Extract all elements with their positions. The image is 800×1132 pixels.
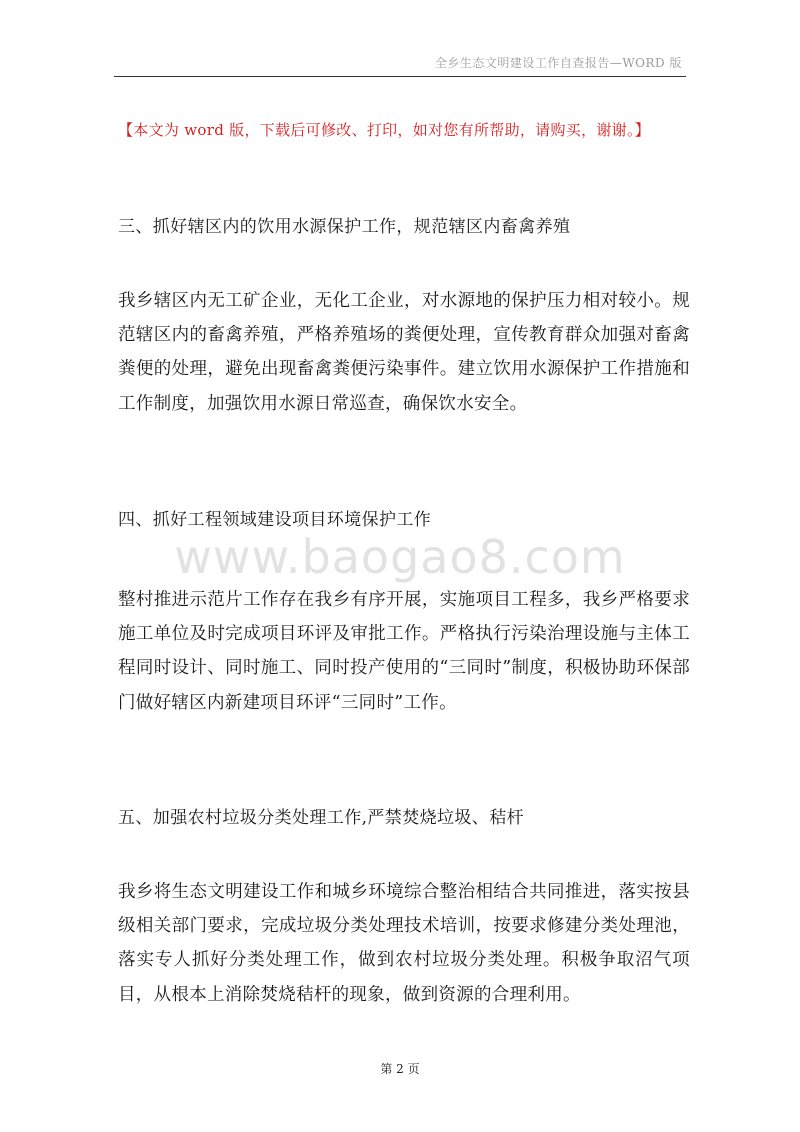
section-heading-4: 四、抓好工程领域建设项目环境保护工作 bbox=[118, 510, 432, 530]
header-divider bbox=[114, 76, 686, 77]
section-body-4: 整村推进示范片工作存在我乡有序开展，实施项目工程多，我乡严格要求施工单位及时完成项目环评及审批工作。严格执行污染治理设施与主体工程同时设计、同时施工、同时投产使用的“三同时”制度，积极协助环保部门做好辖区内新建项目环评“三同时”工作。 bbox=[118, 590, 690, 713]
section-body-3: 我乡辖区内无工矿企业，无化工企业，对水源地的保护压力相对较小。规范辖区内的畜禽养殖，严格养殖场的粪便处理，宣传教育群众加强对畜禽粪便的处理，避免出现畜禽粪便污染事件。建立饮用水源保护工作措施和工作制度，加强饮用水源日常巡查，确保饮水安全。 bbox=[118, 291, 690, 414]
purchase-notice: 【本文为 word 版，下载后可修改、打印，如对您有所帮助，请购买，谢谢。】 bbox=[118, 121, 651, 139]
header-title: 全乡生态文明建设工作自查报告—WORD 版 bbox=[434, 56, 682, 70]
page-number: 第 2 页 bbox=[380, 1062, 420, 1076]
section-heading-3: 三、抓好辖区内的饮用水源保护工作，规范辖区内畜禽养殖 bbox=[118, 217, 571, 237]
section-body-5: 我乡将生态文明建设工作和城乡环境综合整治相结合共同推进，落实按县级相关部门要求，完成垃圾分类处理技术培训，按要求修建分类处理池，落实专人抓好分类处理工作，做到农村垃圾分类处理。积极争取沼气项目，从根本上消除焚烧秸杆的现象，做到资源的合理利用。 bbox=[118, 882, 690, 1005]
section-heading-5: 五、加强农村垃圾分类处理工作,严禁焚烧垃圾、秸杆 bbox=[118, 808, 525, 828]
watermark: www.baogao8.com bbox=[174, 530, 626, 584]
